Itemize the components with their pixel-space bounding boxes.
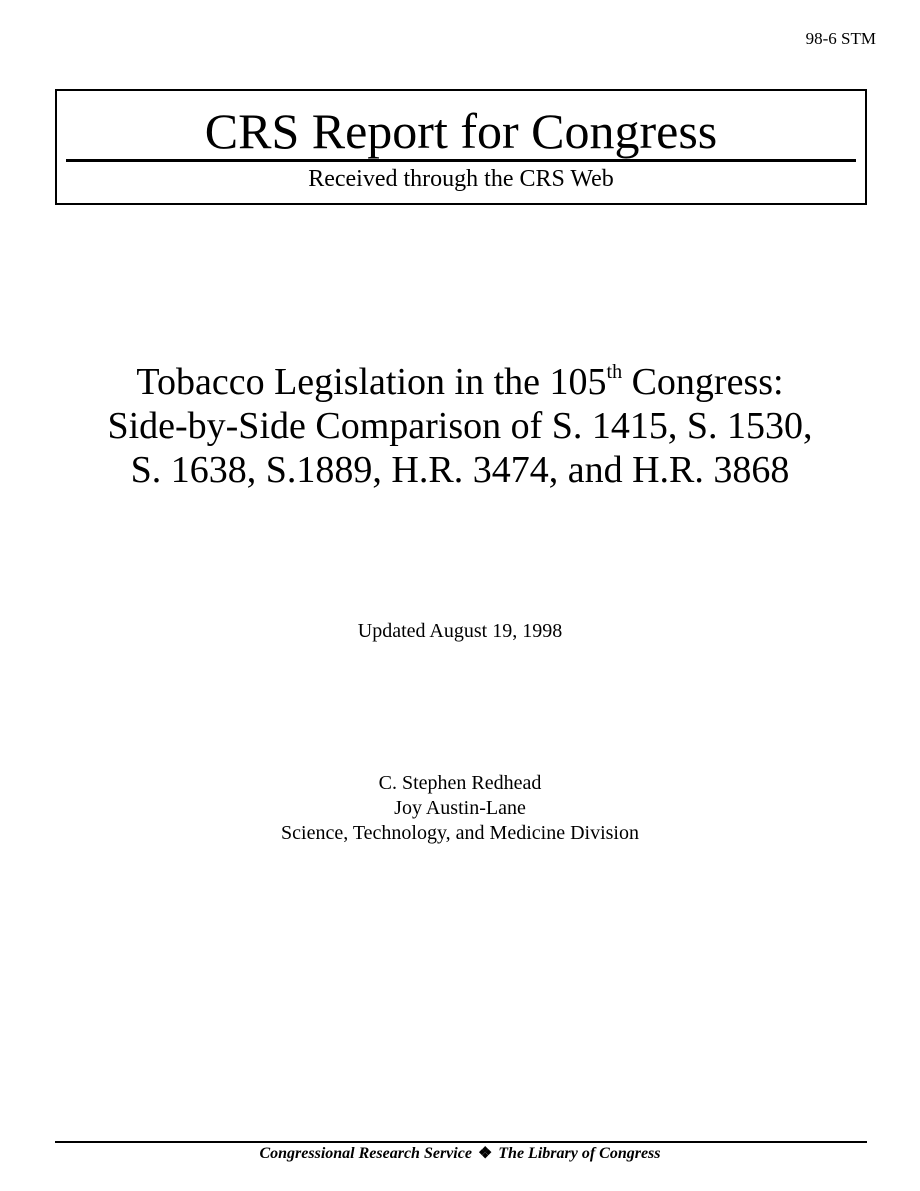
document-title-line-2: Side-by-Side Comparison of S. 1415, S. 1530, (107, 405, 813, 447)
report-header-title: CRS Report for Congress (204, 103, 718, 159)
diamond-bullet-icon: ❖ (477, 1145, 493, 1162)
footer (0, 1144, 920, 1164)
ordinal-suffix: th (606, 361, 623, 383)
document-title-line-1-end: Congress: (622, 361, 784, 403)
document-title-line-3: S. 1638, S.1889, H.R. 3474, and H.R. 3868 (130, 449, 790, 491)
author-division: Science, Technology, and Medicine Division (281, 822, 639, 844)
report-header-box (55, 89, 867, 205)
updated-date: Updated August 19, 1998 (357, 620, 563, 642)
footer-organization: Congressional Research Service (259, 1145, 472, 1162)
document-title-line-1-text: Tobacco Legislation in the 105 (136, 361, 607, 403)
document-title (40, 360, 880, 492)
document-title-line-1 (40, 360, 880, 404)
footer-library: The Library of Congress (498, 1145, 661, 1162)
footer-divider (55, 1141, 867, 1143)
author-name: Joy Austin-Lane (394, 797, 526, 819)
author-name: C. Stephen Redhead (378, 772, 542, 794)
author-block (0, 771, 920, 846)
report-header-subtitle: Received through the CRS Web (308, 166, 614, 192)
header-divider (66, 159, 856, 162)
report-number: 98-6 STM (805, 29, 876, 48)
